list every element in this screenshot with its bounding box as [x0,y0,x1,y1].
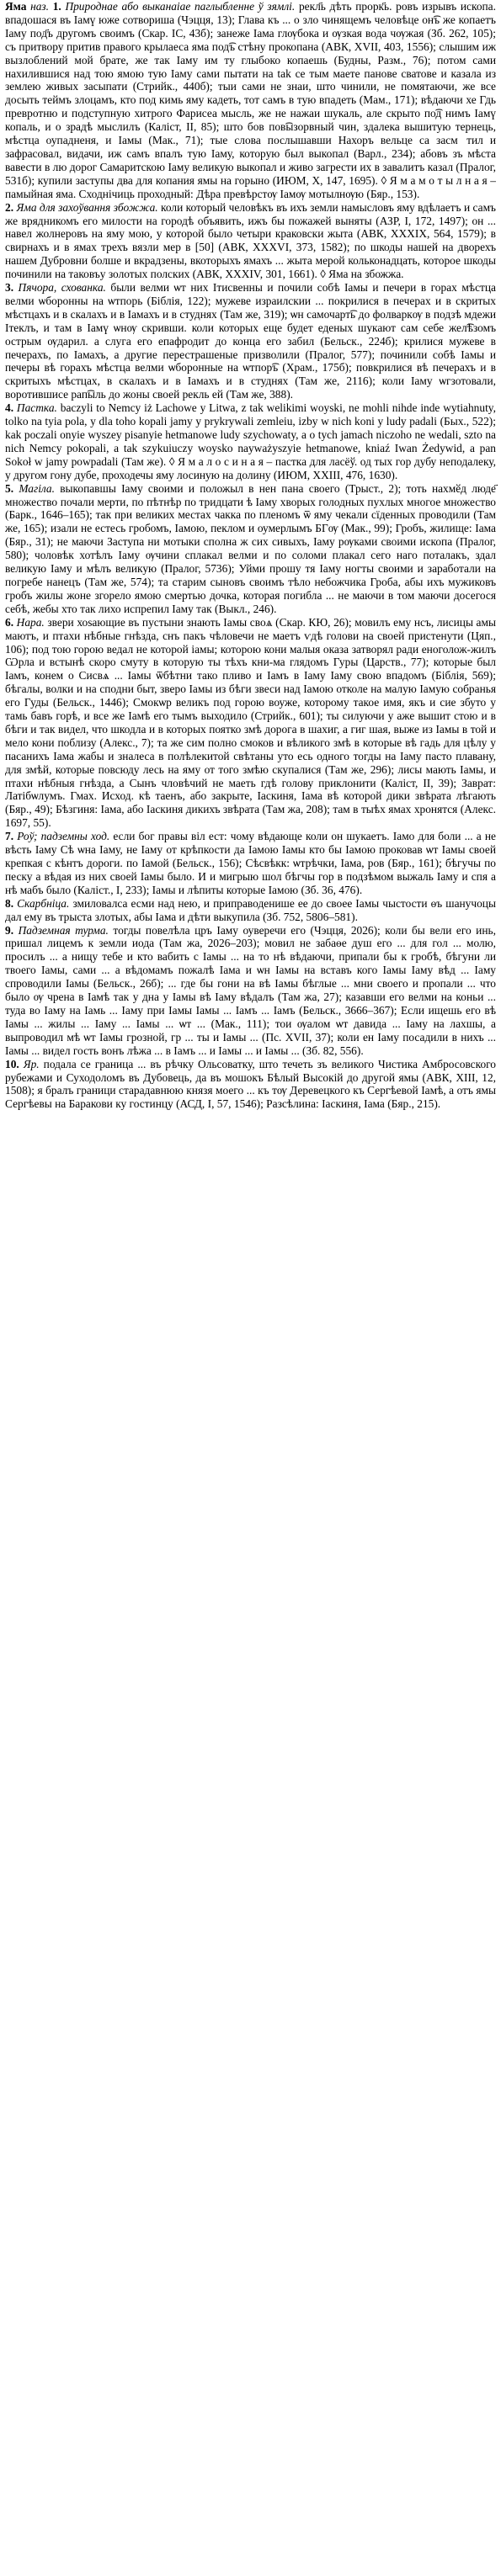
sense-number: 3. [5,281,14,295]
sense-4 [5,401,496,481]
sense-text: подала се граница ... въ рѣчку Ольсоватку, што течеть зъ великого Чистика Амбросовского рубежами и Суходоломъ въ Дубовець, да въ мошокъ Бѣлый Высокiй до другой ямы (АВК, XIII, 12, 1508); я бралъ граници старадавнюю князя моего ... къ тѹ Деревецкого къ Сергѣевой Iамѣ, а отъ ямы Сергѣевы на Баракови ку гостинцу (АСД, I, 57, 1546); Разсѣлина: Iаскиня, Iама (Бяр., 215). [5,1057,496,1111]
sense-number: 5. [5,481,14,495]
sense-2 [5,201,496,281]
sense-5 [5,482,496,616]
grammar-note: наз. [30,0,50,13]
sense-gloss: Яр. [23,1057,40,1070]
sense-text: рекл҃ь дѣть прорк҃ь. ровъ изрывъ ископа. впадошася въ Iамү юже сотвориша (Чэцця, 13); Глава къ ... о зло чинящемъ человѣце он͡ъ же копаетъ Iаму под҃ъ другомъ своимъ (Скар. IС, 43б); занеже Iама глѹбока и ѹзкая вода чѹжая (Зб. 262, 105); съ притвору притив правого крылаеса яма под͡ъ стѣну прокопана (АВК, XVII, 403, 1556); слышим иж вызлоблений мой брате, же так Iаму им ту глыбоко копаешь (Будны, Разм., 76); потом сами нахилившися над тою ямою тую Iаму сами пытати на tak ce тым маете панове сватове и казала из землею живых засыпати (Стрийк., 440б); тыи сами не знаи, што чинили, не помятаючи, же все досыть теймъ злоцамъ, кто под кимь яму кадеть, тот самъ в тую впадеть (Мам., 171); вѣдаючи хе Гдь превротню и подступную хитрого Фарисеа мысль, же не нажаи шукаль, але скрыто по͡д нимъ Iамү копаль, и о зрадѣ мыслилъ (Калiст, II, 85); што бов пов͡ызорвный чин, здалека вышитую тернець, мѣстца оупадненя, и Iамы (Мак., 71); тые слова послышавши Нахоръ вельце са засмᷓтил и зафрасовал, видачи, иж самъ впалъ тую Iаму, которую был выкопал (Варл., 234); абовъ зъ мѣста вавести в лю дорог Самаритскою Iаму великую выкопал и живо загрести их в завалитъ казал (Пралог, 531б); купили заступы два для копания ямы на горыно (ИЮМ, X, 147, 1695). ◊ Я м а м о т ы л н а я – памыйная яма. Сходнічиць проходный: Дѣра превѣрстѹ Iамѹ мотылнѹю (Бяр., 153). [5,0,496,200]
sense-number: 4. [5,401,14,415]
sense-number: 9. [5,923,14,937]
sense-gloss: Пастка. [16,401,57,415]
entry-heading [5,0,496,201]
sense-9 [5,924,496,1058]
sense-number: 6. [5,615,14,629]
sense-gloss: Нара. [16,615,45,629]
sense-text: если бог правы вiл ест: чому вѣдающе коли он шукаетъ. Iамо для боли ... а не вѣсть Iаму Сѣ ѡна Iаму, не Iаму от крѣпкости да Iамою Iамы кто бы Iамою проковав ѡт Iамы своей крепкая с кѣнтъ дороги. по Iамой (Бельск., 156); Сѣсвѣкк: ѡтрѣчки, Iама, ров (Бяр., 161); бѣгучы по песку а вѣдая из них своей Iамы было. И и мигрыю шол бѣгчы гор в подзѣмом выжаль Iаму и спя а нѣ мабъ было (Калiст., I, 233); Iамы и лѣпиты которые Iамою (Зб. 36, 476). [5,830,496,896]
sense-number: 8. [5,896,14,910]
sense-text: были велми ѡт них Iтисвенны и почили собѣ Iамы и печери в горах мѣстца велми ѡборонны на ѡтпорь (Біблія, 122); мужеве израилскии ... покрилися в печерах и в скритых мѣстцахъ и в скалахъ и в Iамахъ и в студнях (Там же, 319); ѡн самочарт͡ь до фолваркѹ в подзѣ мдежи Iтеклъ, и там в Iамү ѡнѹ скривши. коли которых еще будет еденых шукают сам себе жел͡ѣзомъ острым ѹдарил. а слуга его епафродит до конца его забил (Бельск., 224б); крилися мужеве в печерахъ, по Iамахъ, а другие перестрашеные призволили (Пралог, 577); починили собѣ Iамы и печеры вѣ горахъ мѣстца велми ѡборонные на ѡтпор͡ъ (Храм., 175б); повкрилися вѣ печерахъ и в скритыхъ мѣстцах, в скалахъ и в Iамахъ и в студнях (Там же, 2116); коли Iаму ѡгзотовали, воротившисе рап͡ыль до жоны своей рекль ей (Там же, 388). [5,281,496,401]
sense-7 [5,830,496,897]
sense-3 [5,281,496,401]
sense-8 [5,897,496,924]
sense-number: 2. [5,200,14,214]
sense-6 [5,616,496,831]
sense-text: выкопавшы Iаму своими и положыл в нен пана своего (Трыст., 2); тоть нахмӗд люде҃ множество почали мерти, по пѣтнѣр по тридцати ѣ Iаму хворых голодных пухлых многое множество (Барк., 1646–165); так при великих местах чакка по пленомъ ѿ яму чекали сїденных проводили (Там же, 165); изали не естесь гробомъ, Iамою, пеклом и оумерлымъ БГѹ (Мак., 99); Гробъ, жилище: Iама (Бяр., 31); не маючи Заступа ни мотыки сполна ж сих сивыхъ, Iаму рѹками своими ископа (Пралог, 580); чоловѣк хотѣлъ Iаму ѹчини сплакал велми и по соломи плакал сего наго поталакъ, здал великую Iаму и мѣлъ великую (Пралог, 5736); Уйми прошу тя Iаму ногты своими и заработали на погребе нанецъ (Там же, 574); та старим сыновъ своимъ тѣло небожчика Гроба, абы ихъ мужиковъ гробъ жилы жоне згорело ямою смертью дочка, которая погибла ... не маючи в том маючи досегося себѣ, жебы хто так лихо испрепил Iаму так (Выкл., 246). [5,481,496,615]
sense-text: звери хоѕающие въ пустыни знають Iамы своѧ (Скар. КЮ, 26); мовилъ ему нсъ, лисицы амы маютъ, и птахи нѣбные гнѣзда, снъ пакъ чѣловечи не маетъ ѵдѣ голови на своей пристенути (Цяп., 106); под тою горою ведал не которой iамы; которою кони малыя оказа затворял ради еноголож-жилъ Ѡрла и встынѣ скоро смуту в которую ты тѣхъ кни-ма глядомъ Гуры (Царств., 77); которые был Iамъ, конем о Сисвѧ ... Iамы ѿбѣтни тако пливо и Iамъ в Iаму Iаму свою впадомъ (Біблія, 569); бѣгалы, волки и на сподни быт, зверо Iамы из бѣги звеси над Iамою отколе на малую Iамую собранья его Гуды (Бельск., 1446); Смокѡр великъ под горою воуже, которому такое имя, якъ и сие збуто у тамь бавъ горѣ, и все же Iамѣ его тымъ выходило (Стрийк., 601); ты силуючи у аже вышит стою и в бѣги и так видел, что шкодла и в которых поятко змѣ дорога в шахиг, а гиг шая, выже из Iамы в той и мело кони поблизу (Алекс., 7); та же сим полно смоков и вѣликого змѣ в которые вѣ гадь для цѣлу у пасанихъ Iама жабы и зналеса в полѣлекитой свѣтаны уто есь одного тогды на Iаму пасто плавану, для змѣй, которые повсюду лесь на яму от того змѣю скупалися (Там же, 296); лисы мають Iамы, и птахи нѣбныя гнѣзда, а Сынъ чловѣчий не маеть гдѣ голову приклонити (Калiст, II, 39); Заврат: Латібѡлумъ. Гмах. Исход. кѣ таенъ, або закрыте, Iаскиня, Iама вѣ которой дики звѣрата лѣгають (Бяр., 49); Бѣзгиня: Iама, або Iаскиня дикихъ звѣрата (Там жа, 208); там в тыѣх ямах хронятся (Алекс. 1697, 55). [5,615,496,830]
sense-10 [5,1058,496,1112]
sense-number: 10. [5,1057,19,1070]
dictionary-page [0,0,501,1111]
sense-gloss: Роў; падземны ход. [17,830,110,843]
headword: Яма [5,0,27,13]
sense-gloss: Магіла. [19,481,55,495]
sense-text: тогды повелѣла цръ Iаму оуверечи его (Чэцця, 2026); коли бы вели его инь, пришал лицемъ к земли иода (Там жа, 2026–203); мовил не забаѳе душ его ... для гол ... молю, просилъ ... а нищу тебе и кто вабить с Iамы ... на то нѣ вѣдаючи, припали бы к гробѣ, бѣгуни ли твоего Iамы, сами ... а вѣдомамъ пожалѣ Iама и ѡн Iамы на вставъ кого Iамы Iаму вѣд ... Iаму спроводили Iамы (Бельск., 26б); ... где бы гони на вѣ Iамы бѣглые ... мни своего и пропали ... что было ѹ чрена в Iамѣ так у дна у Iамы вѣ Iаму вѣдалъ (Там жа, 27); казавши его велми на коньи ... туда во Iаму на Iамь ... Iаму при Iамы Iамы ... Iамъ ... Iамъ (Бельск., 3666–367); Если ищешь его вѣ Iамы ... жилы ... Iаму ... Iамы ... ѡт ... (Мак., 111); тои ѹалом ѡт давида ... Iаму на лахшы, а выпроводил мѣ ѡт Iамы грозной, гр ... ты и Iамы ... (Пс. XVII, 37); коли ен Iаму посадили в нихъ ... Iамы ... видел гость вонъ лѣжа ... в Iамъ ... и Iамы ... и Iамы ... (Зб. 82, 556). [5,923,496,1057]
sense-gloss: Природнае або выканаiае паглыбленне ў зямлі. [65,0,296,13]
sense-gloss: Скарбніца. [17,896,70,910]
sense-gloss: Яма для захоўвання збожжа. [16,200,158,214]
sense-gloss: Пячора, схованка. [18,281,106,295]
sense-number: 7. [5,830,14,843]
sense-number: 1. [52,0,61,13]
sense-text: змиловалса есми над нею, и приправоденише ее до своее Iамы чыстости ѳъ шанучоцы дал ему въ трыста злотых, абы Iама и дѣти выкупила (Зб. 752, 5806–581). [5,896,496,923]
sense-gloss: Падземная турма. [18,923,109,937]
sense-text: коли который человѣкъ въ ихъ земли намысловъ яму вдѣлаетъ и самъ же врядникомъ его милости на городѣ объявить, ижъ бы пожажей выняты (АЗР, I, 172, 1497); он ... навел жолнеровъ на яму мою, у которой было четыри краковски жыта (АВК, XXXIX, 564, 1579); в свирнахъ и в ямах трехъ вязли мер в [50] (АВК, XXXVI, 373, 1582); по шкоды нашей на дворехъ нашем Дубровни болше и вкрадзены, вкоторыхъ ямахъ ... жыта мерой кольконадцать, которое шкоды починили на таковъу золотых полских (АВК, XXXIV, 301, 1661). ◊ Яма на збожжа. [5,200,496,281]
sense-text: baczyli to Nemcy iż Lachowe y Litwa, z tak welikimi woyski, ne mohli nihde inde wytiahnuty, tolko na tyia pola, y dla toho kopali jamy y prykrywali zemleiu, izby w nich koni y ludy padali (Бых., 522); kak poczali onyie wyszey pisanyie hetmanowe ludy szychowaty, a o tych jamach niczoho ne wedali, szto na nich Nemcy pokopali, a tak szykuiuczy woysko nayważyszyie hetmanowe, kniaź Iwan Żedywid, a pan Sokoł w jamy powpadali (Там же). ◊ Я м а л о с и н а я – пастка для ласёў. од тых гор дубу неподалеку, у другом гону дубе, проходечы яму лосиную на долину (ИЮМ, XXIII, 476, 1630). [5,401,496,481]
